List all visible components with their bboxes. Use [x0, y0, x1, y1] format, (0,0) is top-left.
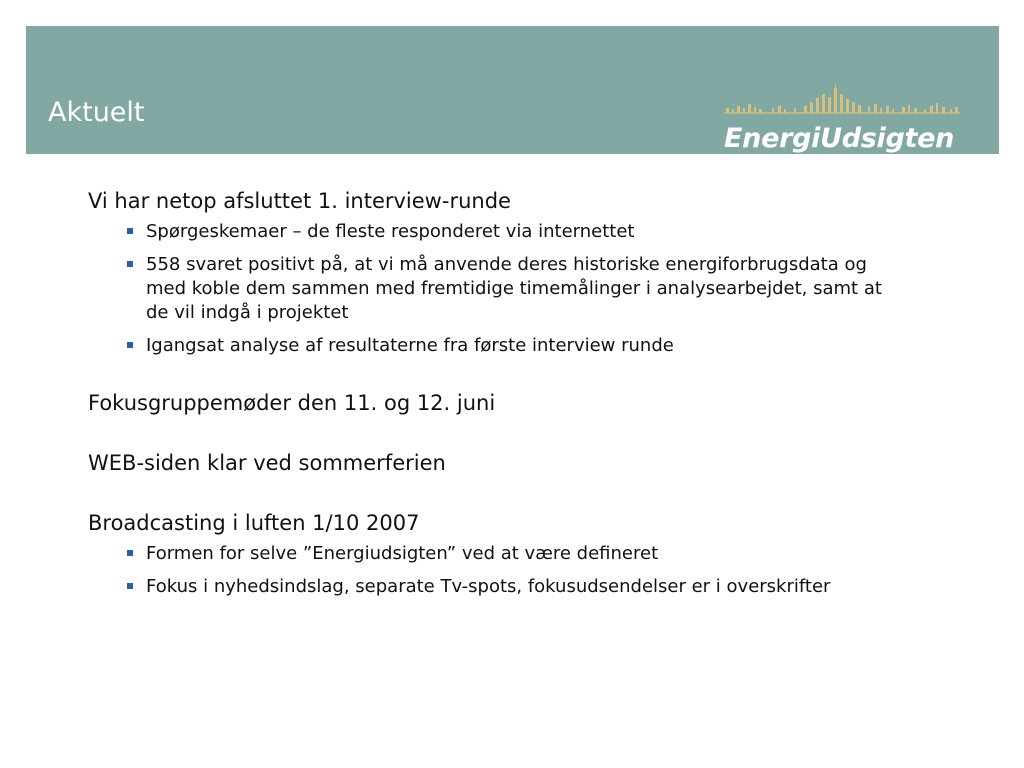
square-bullet-icon	[127, 228, 133, 234]
bullet-group	[88, 508, 888, 599]
sub-item-text: Igangsat analyse af resultaterne fra første interview runde	[146, 335, 674, 356]
bullet-group	[88, 388, 888, 418]
bullet-group	[88, 186, 888, 358]
sub-item-text: Formen for selve ”Energiudsigten” ved at være defineret	[146, 543, 659, 564]
sub-list	[88, 542, 888, 599]
level1-item: Broadcasting i luften 1/10 2007	[88, 511, 420, 535]
square-bullet-icon	[127, 550, 133, 556]
sub-item-text: Fokus i nyhedsindslag, separate Tv-spots, fokusudsendelser er i overskrifter	[146, 576, 831, 597]
sub-item	[88, 253, 888, 325]
sub-item-text: 558 svaret positivt på, at vi må anvende deres historiske energiforbrugsdata og med koble dem sammen med fremtidige timemålinger i analysearbejdet, samt at de vil indgå i projektet	[146, 254, 882, 323]
square-bullet-icon	[127, 261, 133, 267]
sub-item	[88, 334, 888, 358]
slide-content	[88, 186, 888, 599]
square-bullet-icon	[127, 583, 133, 589]
square-bullet-icon	[127, 342, 133, 348]
skyline-logo-icon	[724, 82, 960, 120]
slide-title: Aktuelt	[48, 97, 145, 128]
header-band	[26, 26, 999, 154]
sub-item	[88, 542, 888, 566]
sub-item-text: Spørgeskemaer – de fleste responderet via internettet	[146, 221, 635, 242]
logo-text: EnergiUdsigten	[724, 123, 955, 154]
bullet-group	[88, 448, 888, 478]
energiudsigten-logo	[724, 82, 964, 162]
level1-item: WEB-siden klar ved sommerferien	[88, 451, 446, 475]
level1-item: Vi har netop afsluttet 1. interview-runde	[88, 189, 511, 213]
sub-item	[88, 220, 888, 244]
sub-item	[88, 575, 888, 599]
sub-list	[88, 220, 888, 358]
level1-item: Fokusgruppemøder den 11. og 12. juni	[88, 391, 496, 415]
